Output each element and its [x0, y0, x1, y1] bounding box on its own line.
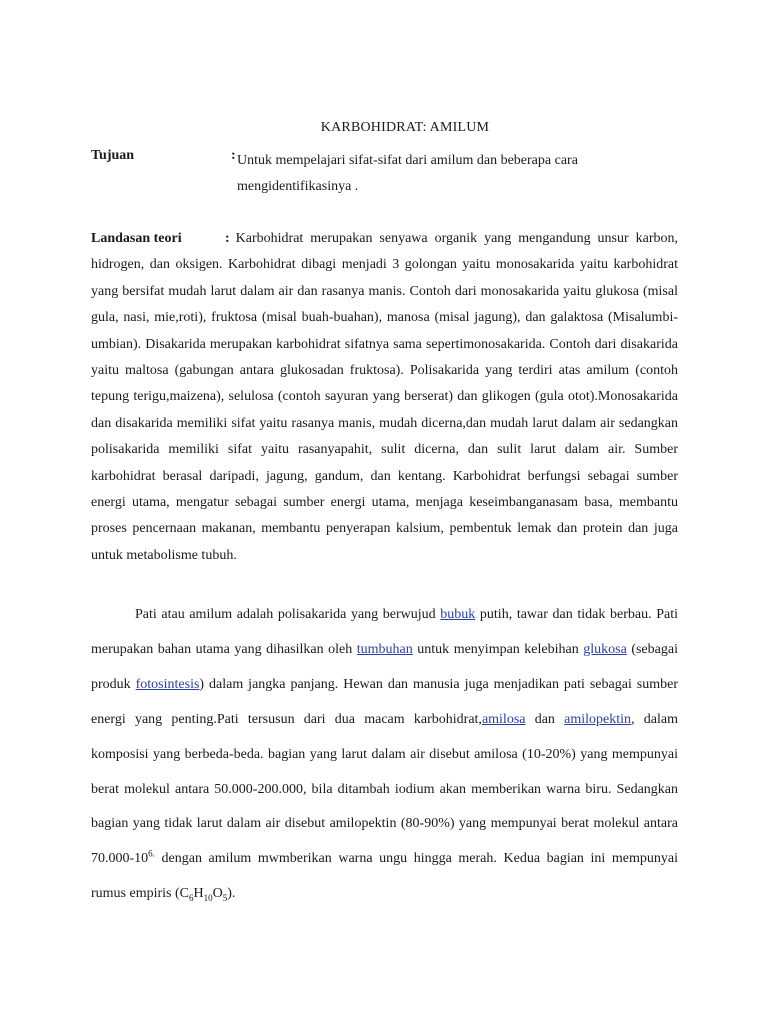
- subscript-5: 5: [222, 893, 228, 904]
- landasan-teori-text: Karbohidrat merupakan senyawa organik yang mengandung unsur karbon, hidrogen, dan oksigen. Karbohidrat dibagi menjadi 3 golongan yaitu monosakarida yaitu karbohidrat yang bersifat mudah larut dalam air dan rasanya manis. Contoh dari monosakarida yaitu glukosa (misal gula, nasi, mie,roti), fruktosa (misal buah-buahan), manosa (misal jagung), dan galaktosa (Misalumbi-umbian). Disakarida merupakan karbohidrat sifatnya sama sepertimonosakarida. Contoh dari disakarida yaitu maltosa (gabungan antara glukosadan fruktosa). Polisakarida yang terdiri atas amilum (contoh tepung terigu,maizena), selulosa (contoh sayuran yang berserat) dan glikogen (gula otot).Monosakarida dan disakarida memiliki sifat yaitu rasanya manis, mudah dicerna,dan mudah larut dalam air sedangkan polisakarida memiliki sifat yaitu rasanyapahit, sulit dicerna, dan sulit larut dalam air. Sumber karbohidrat berasal daripadi, jagung, gandum, dan kentang. Karbohidrat berfungsi sebagai sumber energi utama, mengatur sebagai sumber energi utama, menjaga keseimbanganasam basa, membantu proses pencernaan makanan, membantu penyerapan kalsium, pembentuk lemak dan protein dan juga untuk metabolisme tubuh.: [91, 231, 678, 563]
- link-fotosintesis[interactable]: fotosintesis: [135, 676, 200, 692]
- subscript-6: 6: [189, 893, 194, 904]
- link-amilopektin[interactable]: amilopektin: [564, 711, 632, 727]
- landasan-teori-label: Landasan teori: [91, 231, 182, 246]
- pati-text-6: dan: [525, 711, 565, 727]
- tujuan-text: [237, 148, 657, 200]
- tujuan-colon: :: [231, 148, 236, 163]
- link-bubuk[interactable]: bubuk: [440, 607, 476, 622]
- tujuan-label: Tujuan: [91, 148, 135, 163]
- landasan-teori-paragraph: [91, 226, 678, 569]
- link-amilosa[interactable]: amilosa: [481, 711, 526, 727]
- pati-text-9: ).: [227, 886, 236, 902]
- tujuan-text-line2: mengidentifikasinya .: [237, 179, 359, 194]
- pati-text-3: untuk menyimpan kelebihan: [412, 641, 584, 657]
- formula-h: H: [193, 886, 204, 902]
- pati-text-4: (sebagai produk: [91, 641, 678, 692]
- pati-text-7: , dalam komposisi yang berbeda-beda. bagian yang larut dalam air disebut amilosa (10-20%) yang mempunyai berat molekul antara 50.000-200.000, bila ditambah iodium akan memberikan warna biru. Sedangkan bagian yang tidak larut dalam air disebut amilopektin (80-90%) yang mempunyai berat molekul antara 70.000-10: [91, 711, 679, 867]
- subscript-10: 10: [203, 893, 213, 904]
- pati-paragraph: [91, 598, 678, 912]
- superscript-6: 6.: [148, 848, 155, 859]
- link-glukosa[interactable]: glukosa: [583, 641, 627, 657]
- landasan-teori-colon: :: [225, 231, 230, 246]
- pati-text-1: Pati atau amilum adalah polisakarida yang berwujud: [135, 607, 441, 622]
- pati-text-8: dengan amilum mwmberikan warna ungu hingga merah. Kedua bagian ini mempunyai rumus empiris (C: [91, 851, 678, 902]
- tujuan-text-line1: Untuk mempelajari sifat-sifat dari amilum dan beberapa cara: [237, 153, 578, 168]
- link-tumbuhan[interactable]: tumbuhan: [356, 641, 413, 657]
- pati-text-5: ) dalam jangka panjang. Hewan dan manusia juga menjadikan pati sebagai sumber energi yang penting.Pati tersusun dari dua macam karbohidrat,: [91, 676, 678, 727]
- pati-text-2: putih, tawar dan tidak berbau. Pati merupakan bahan utama yang dihasilkan oleh: [91, 607, 678, 657]
- document-title: KARBOHIDRAT: AMILUM: [320, 120, 490, 135]
- formula-o: O: [212, 886, 223, 902]
